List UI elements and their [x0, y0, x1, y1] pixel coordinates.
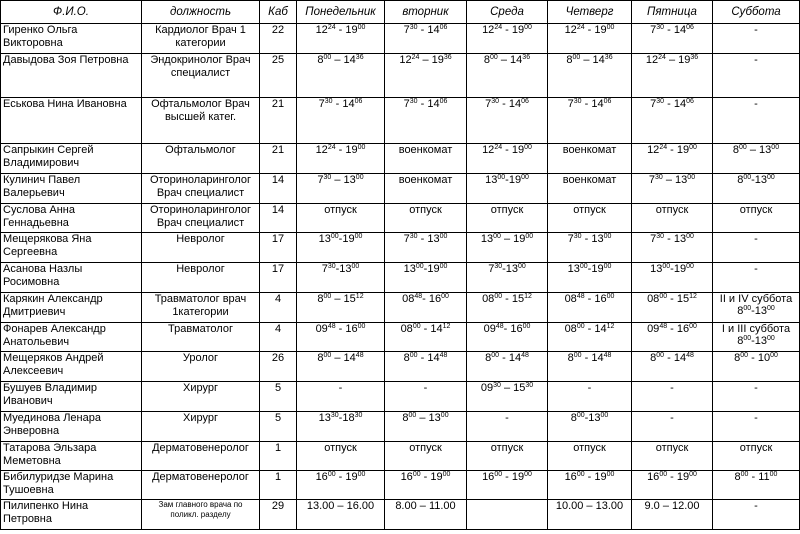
schedule-saturday: $8^{00}-13^{00}$: [713, 174, 800, 204]
schedule-wednesday: $8^{00} - 14^{48}$: [467, 352, 548, 382]
schedule-tuesday: $08^{00} - 14^{12}$: [385, 323, 467, 352]
table-row: [1, 54, 800, 98]
schedule-monday: $12^{24} - 19^{00}$: [297, 144, 385, 174]
schedule-saturday: -: [713, 233, 800, 263]
schedule-monday: $7^{30}-13^{00}$: [297, 263, 385, 293]
schedule-monday: отпуск: [297, 442, 385, 471]
schedule-friday: $13^{00}-19^{00}$: [632, 263, 713, 293]
doctor-position: Эндокринолог Врач специалист: [142, 54, 260, 98]
schedule-monday: отпуск: [297, 204, 385, 233]
cabinet-number: 29: [260, 500, 297, 530]
schedule-tuesday: отпуск: [385, 442, 467, 471]
schedule-monday: $13^{00}-19^{00}$: [297, 233, 385, 263]
schedule-thursday: $8^{00}-13^{00}$: [548, 412, 632, 442]
schedule-friday: отпуск: [632, 442, 713, 471]
schedule-monday: $7^{30} - 13^{00}$: [297, 174, 385, 204]
doctor-position: Хирург: [142, 412, 260, 442]
header-thursday: Четверг: [548, 1, 632, 24]
schedule-friday: 9.0 – 12.00: [632, 500, 713, 530]
schedule-friday: $12^{24} - 19^{36}$: [632, 54, 713, 98]
schedule-friday: $16^{00} - 19^{00}$: [632, 471, 713, 500]
schedule-wednesday: $8^{00} - 14^{36}$: [467, 54, 548, 98]
doctor-name: Карякин Александр Дмитриевич: [1, 293, 142, 323]
doctor-position: Травматолог: [142, 323, 260, 352]
schedule-monday: $09^{48} - 16^{00}$: [297, 323, 385, 352]
table-row: [1, 263, 800, 293]
doctor-position: Травматолог врач 1категории: [142, 293, 260, 323]
table-row: [1, 471, 800, 500]
schedule-tuesday: -: [385, 382, 467, 412]
doctor-name: Пилипенко Нина Петровна: [1, 500, 142, 530]
schedule-friday: $8^{00} - 14^{48}$: [632, 352, 713, 382]
table-row: [1, 174, 800, 204]
schedule-wednesday: $13^{00} - 19^{00}$: [467, 233, 548, 263]
schedule-wednesday: $16^{00} - 19^{00}$: [467, 471, 548, 500]
schedule-saturday: I и III суббота $8^{00}-13^{00}$: [713, 323, 800, 352]
schedule-thursday: -: [548, 382, 632, 412]
schedule-thursday: отпуск: [548, 442, 632, 471]
schedule-tuesday: $7^{30} - 14^{06}$: [385, 24, 467, 54]
cabinet-number: 21: [260, 144, 297, 174]
schedule-friday: $12^{24} - 19^{00}$: [632, 144, 713, 174]
schedule-saturday: -: [713, 263, 800, 293]
table-row: [1, 382, 800, 412]
doctor-name: Суслова Анна Геннадьевна: [1, 204, 142, 233]
doctor-position: Невролог: [142, 233, 260, 263]
cabinet-number: 25: [260, 54, 297, 98]
schedule-friday: -: [632, 382, 713, 412]
schedule-tuesday: $16^{00} - 19^{00}$: [385, 471, 467, 500]
schedule-friday: $08^{00} - 15^{12}$: [632, 293, 713, 323]
schedule-friday: $7^{30} - 13^{00}$: [632, 233, 713, 263]
schedule-thursday: военкомат: [548, 144, 632, 174]
schedule-wednesday: -: [467, 412, 548, 442]
table-row: [1, 144, 800, 174]
schedule-thursday: $12^{24} - 19^{00}$: [548, 24, 632, 54]
doctor-name: Кулинич Павел Валерьевич: [1, 174, 142, 204]
doctor-name: Сапрыкин Сергей Владимирович: [1, 144, 142, 174]
doctor-position: Офтальмолог: [142, 144, 260, 174]
cabinet-number: 4: [260, 293, 297, 323]
schedule-saturday: II и IV суббота $8^{00}-13^{00}$: [713, 293, 800, 323]
schedule-saturday: -: [713, 24, 800, 54]
header-cab: Каб: [260, 1, 297, 24]
table-row: [1, 233, 800, 263]
schedule-wednesday: $12^{24} - 19^{00}$: [467, 144, 548, 174]
schedule-saturday: -: [713, 412, 800, 442]
schedule-wednesday: $12^{24} - 19^{00}$: [467, 24, 548, 54]
doctor-name: Асанова Назлы Росимовна: [1, 263, 142, 293]
doctor-name: Гиренко Ольга Викторовна: [1, 24, 142, 54]
header-saturday: Суббота: [713, 1, 800, 24]
schedule-thursday: военкомат: [548, 174, 632, 204]
schedule-tuesday: отпуск: [385, 204, 467, 233]
schedule-saturday: $8^{00} - 13^{00}$: [713, 144, 800, 174]
schedule-wednesday: $08^{00} - 15^{12}$: [467, 293, 548, 323]
doctor-position: Дерматовенеролог: [142, 442, 260, 471]
schedule-monday: $8^{00} - 14^{48}$: [297, 352, 385, 382]
table-row: [1, 98, 800, 144]
schedule-tuesday: $7^{30} - 14^{06}$: [385, 98, 467, 144]
schedule-tuesday: военкомат: [385, 174, 467, 204]
header-wednesday: Среда: [467, 1, 548, 24]
table-row: [1, 293, 800, 323]
schedule-monday: $7^{30} - 14^{06}$: [297, 98, 385, 144]
cabinet-number: 5: [260, 412, 297, 442]
header-row: [1, 1, 800, 24]
schedule-thursday: $7^{30} - 13^{00}$: [548, 233, 632, 263]
header-tuesday: вторник: [385, 1, 467, 24]
cabinet-number: 4: [260, 323, 297, 352]
schedule-wednesday: $09^{30} - 15^{30}$: [467, 382, 548, 412]
schedule-saturday: $8^{00} - 10^{00}$: [713, 352, 800, 382]
schedule-thursday: $08^{48} - 16^{00}$: [548, 293, 632, 323]
cabinet-number: 17: [260, 263, 297, 293]
table-row: [1, 442, 800, 471]
doctor-name: Фонарев Александр Анатольевич: [1, 323, 142, 352]
schedule-thursday: $13^{00}-19^{00}$: [548, 263, 632, 293]
schedule-thursday: $16^{00} - 19^{00}$: [548, 471, 632, 500]
schedule-monday: $8^{00} - 15^{12}$: [297, 293, 385, 323]
table-row: [1, 500, 800, 530]
schedule-tuesday: $8^{00} - 13^{00}$: [385, 412, 467, 442]
cabinet-number: 1: [260, 442, 297, 471]
table-row: [1, 412, 800, 442]
schedule-tuesday: $08^{48}-$ $16^{00}$: [385, 293, 467, 323]
schedule-wednesday: $09^{48}-$ $16^{00}$: [467, 323, 548, 352]
doctor-position: Невролог: [142, 263, 260, 293]
doctor-name: Бибилуридзе Марина Тушоевна: [1, 471, 142, 500]
schedule-monday: 13.00 – 16.00: [297, 500, 385, 530]
schedule-monday: $12^{24} - 19^{00}$: [297, 24, 385, 54]
cabinet-number: 21: [260, 98, 297, 144]
table-row: [1, 204, 800, 233]
schedule-friday: $7^{30} - 13^{00}$: [632, 174, 713, 204]
schedule-saturday: -: [713, 98, 800, 144]
doctor-name: Мещеряков Андрей Алексеевич: [1, 352, 142, 382]
schedule-saturday: отпуск: [713, 204, 800, 233]
schedule-tuesday: $7^{30} - 13^{00}$: [385, 233, 467, 263]
doctor-position: Уролог: [142, 352, 260, 382]
schedule-saturday: -: [713, 54, 800, 98]
schedule-wednesday: $13^{00}-19^{00}$: [467, 174, 548, 204]
schedule-friday: $7^{30} - 14^{06}$: [632, 24, 713, 54]
cabinet-number: 14: [260, 174, 297, 204]
header-monday: Понедельник: [297, 1, 385, 24]
schedule-monday: $16^{00} - 19^{00}$: [297, 471, 385, 500]
schedule-tuesday: $12^{24} - 19^{36}$: [385, 54, 467, 98]
schedule-thursday: отпуск: [548, 204, 632, 233]
schedule-wednesday: $7^{30} - 14^{06}$: [467, 98, 548, 144]
doctor-name: Еськова Нина Ивановна: [1, 98, 142, 144]
schedule-wednesday: отпуск: [467, 204, 548, 233]
doctor-name: Бушуев Владимир Иванович: [1, 382, 142, 412]
table-row: [1, 352, 800, 382]
cabinet-number: 1: [260, 471, 297, 500]
schedule-tuesday: военкомат: [385, 144, 467, 174]
schedule-saturday: отпуск: [713, 442, 800, 471]
schedule-wednesday: $7^{30}-13^{00}$: [467, 263, 548, 293]
schedule-thursday: $8^{00} - 14^{36}$: [548, 54, 632, 98]
header-friday: Пятница: [632, 1, 713, 24]
schedule-tuesday: $8^{00} - 14^{48}$: [385, 352, 467, 382]
cabinet-number: 5: [260, 382, 297, 412]
table-row: [1, 24, 800, 54]
schedule-wednesday: [467, 500, 548, 530]
schedule-tuesday: 8.00 – 11.00: [385, 500, 467, 530]
cabinet-number: 14: [260, 204, 297, 233]
schedule-thursday: 10.00 – 13.00: [548, 500, 632, 530]
schedule-friday: $7^{30} - 14^{06}$: [632, 98, 713, 144]
schedule-body: [1, 24, 800, 530]
schedule-saturday: -: [713, 382, 800, 412]
doctor-position: Дерматовенеролог: [142, 471, 260, 500]
table-row: [1, 323, 800, 352]
schedule-saturday: $8^{00} - 11^{00}$: [713, 471, 800, 500]
schedule-saturday: -: [713, 500, 800, 530]
doctor-name: Муединова Ленара Энверовна: [1, 412, 142, 442]
header-name: Ф.И.О.: [1, 1, 142, 24]
schedule-friday: -: [632, 412, 713, 442]
cabinet-number: 17: [260, 233, 297, 263]
schedule-friday: $09^{48} - 16^{00}$: [632, 323, 713, 352]
schedule-monday: $13^{30}-18^{30}$: [297, 412, 385, 442]
schedule-monday: $8^{00} - 14^{36}$: [297, 54, 385, 98]
doctor-position: Офтальмолог Врач высшей катег.: [142, 98, 260, 144]
cabinet-number: 22: [260, 24, 297, 54]
doctor-name: Давыдова Зоя Петровна: [1, 54, 142, 98]
schedule-friday: отпуск: [632, 204, 713, 233]
doctor-position: Зам главного врача по поликл. разделу: [142, 500, 260, 530]
schedule-thursday: $7^{30} - 14^{06}$: [548, 98, 632, 144]
schedule-wednesday: отпуск: [467, 442, 548, 471]
doctor-name: Мещерякова Яна Сергеевна: [1, 233, 142, 263]
doctor-position: Оториноларинголог Врач специалист: [142, 204, 260, 233]
schedule-thursday: $8^{00} - 14^{48}$: [548, 352, 632, 382]
schedule-tuesday: $13^{00}-19^{00}$: [385, 263, 467, 293]
schedule-monday: -: [297, 382, 385, 412]
doctor-position: Хирург: [142, 382, 260, 412]
doctor-position: Оториноларинголог Врач специалист: [142, 174, 260, 204]
doctor-position: Кардиолог Врач 1 категории: [142, 24, 260, 54]
doctor-name: Татарова Эльзара Меметовна: [1, 442, 142, 471]
schedule-thursday: $08^{00} - 14^{12}$: [548, 323, 632, 352]
cabinet-number: 26: [260, 352, 297, 382]
header-position: должность: [142, 1, 260, 24]
